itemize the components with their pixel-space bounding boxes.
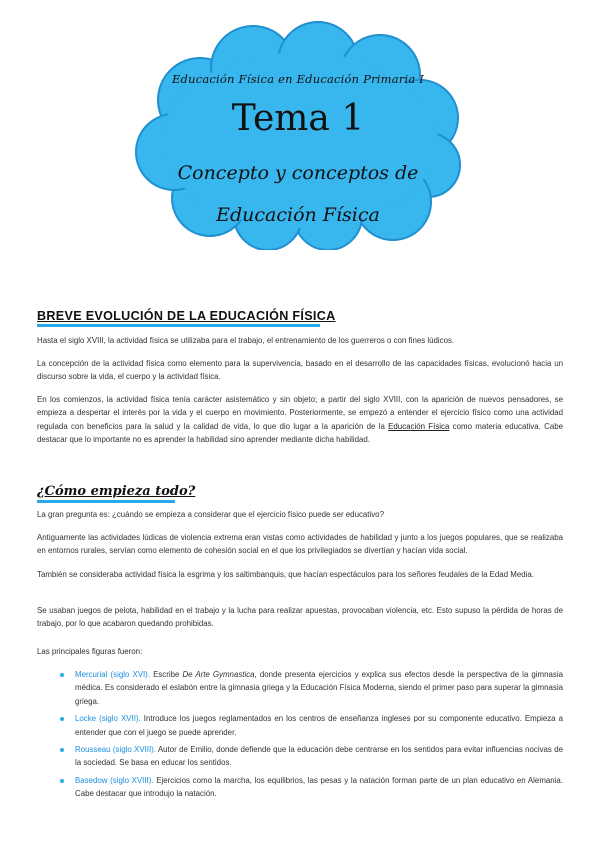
figure-text: Autor de Emilio, donde defiende que la educación debe centrarse en los sentidos para evitar influencias nocivas de la sociedad. Se basa en educar los sentidos. <box>75 745 563 768</box>
bullet-icon <box>60 779 64 783</box>
heading-underline <box>37 324 320 327</box>
figure-name: Rousseau (siglo XVIII). <box>75 745 156 755</box>
paragraph: Las principales figuras fueron: <box>37 647 143 656</box>
concept-title-line2: Educación Física <box>216 204 380 226</box>
paragraph: La concepción de la actividad física como elemento para la supervivencia, basado en el desarrollo de las capacidades físicas, evolucionó hacia un discurso sobre la vida, el cuerpo y la actividad física. <box>37 359 563 382</box>
figure-book-title: De Arte Gymnastica <box>182 670 255 679</box>
concept-title-line1: Concepto y conceptos de <box>177 162 419 184</box>
figure-name: Locke (siglo XVII). <box>75 714 141 724</box>
paragraph: Hasta el siglo XVIII, la actividad física se utilizaba para el trabajo, el entrenamiento de los guerreros o con fines lúdicos. <box>37 336 455 345</box>
subject-title: Educación Física en Educación Primaria I <box>171 72 425 86</box>
section-heading-como-empieza: ¿Cómo empieza todo? <box>37 484 196 499</box>
section-heading-evolucion: BREVE EVOLUCIÓN DE LA EDUCACIÓN FÍSICA <box>37 309 336 323</box>
paragraph: También se consideraba actividad física la esgrima y los saltimbanquis, que hacían espectáculos para los señores feudales de la Edad Media. <box>37 570 534 579</box>
list-item <box>37 774 563 801</box>
paragraph <box>37 393 563 447</box>
list-item <box>37 668 563 708</box>
paragraph: Antiguamente las actividades lúdicas de violencia extrema eran vistas como actividades de habilidad y junto a los juegos populares, que se realizaba en entornos rurales, servían como elemento de cohesión social en el que los privilegiados se divertían y hacían vida social. <box>37 533 563 556</box>
figure-text: Introduce los juegos reglamentados en los centros de enseñanza ingleses por su componente educativo. Empieza a entender que con el juego se puede aprender. <box>75 714 563 737</box>
cloud-title <box>128 20 468 250</box>
figure-text: Ejercicios como la marcha, los equilibrios, las pesas y la natación forman parte de un plan educativo en Alemania. Cabe destacar que introdujo la natación. <box>75 775 564 799</box>
figure-text: Escribe <box>150 670 183 679</box>
educacion-fisica-link[interactable]: Educación Física <box>388 421 450 431</box>
bullet-icon <box>60 748 64 752</box>
tema-title: Tema 1 <box>231 98 365 139</box>
bullet-icon <box>60 673 64 677</box>
paragraph: La gran pregunta es: ¿cuándo se empieza a considerar que el ejercicio físico puede ser educativo? <box>37 510 384 519</box>
bullet-icon <box>60 717 64 721</box>
paragraph-text: En los comienzos, la actividad física tenía carácter asistemático y sin objeto; a partir del siglo XVIII, con la aparición de nuevos pensadores, se empieza a despertar el interés por la vida y el cuerpo en movimiento. Posteriormente, se empezó a entender el ejercicio físico como una actividad regulada con beneficios para la salud y la calidad de vida, lo que dio lugar a la aparición de la <box>37 395 563 431</box>
paragraph-text: como materia educativa. Cabe destacar que lo importante no es aprender la habilidad sino aprender mediante dicha habilidad. <box>37 421 563 445</box>
list-item <box>37 743 563 770</box>
figure-name: Basedow (siglo XVIII). <box>75 775 154 785</box>
figures-list <box>37 668 563 805</box>
figure-name: Mercurial (siglo XVI). <box>75 670 150 679</box>
paragraph: Se usaban juegos de pelota, habilidad en el trabajo y la lucha para realizar apuestas, provocaban violencia, etc. Esto supuso la pérdida de horas de trabajo, por lo que acabaron quedando prohibidas. <box>37 606 563 629</box>
list-item <box>37 712 563 739</box>
figure-text: , donde presenta ejercicios y explica sus efectos desde la perspectiva de la gimnasia médica. Es considerado el eslabón entre la gimnasia griega y la Educación Física Moderna, siendo el primer paso para superar la gimnasia griega. <box>75 670 563 706</box>
heading-underline <box>37 500 175 503</box>
